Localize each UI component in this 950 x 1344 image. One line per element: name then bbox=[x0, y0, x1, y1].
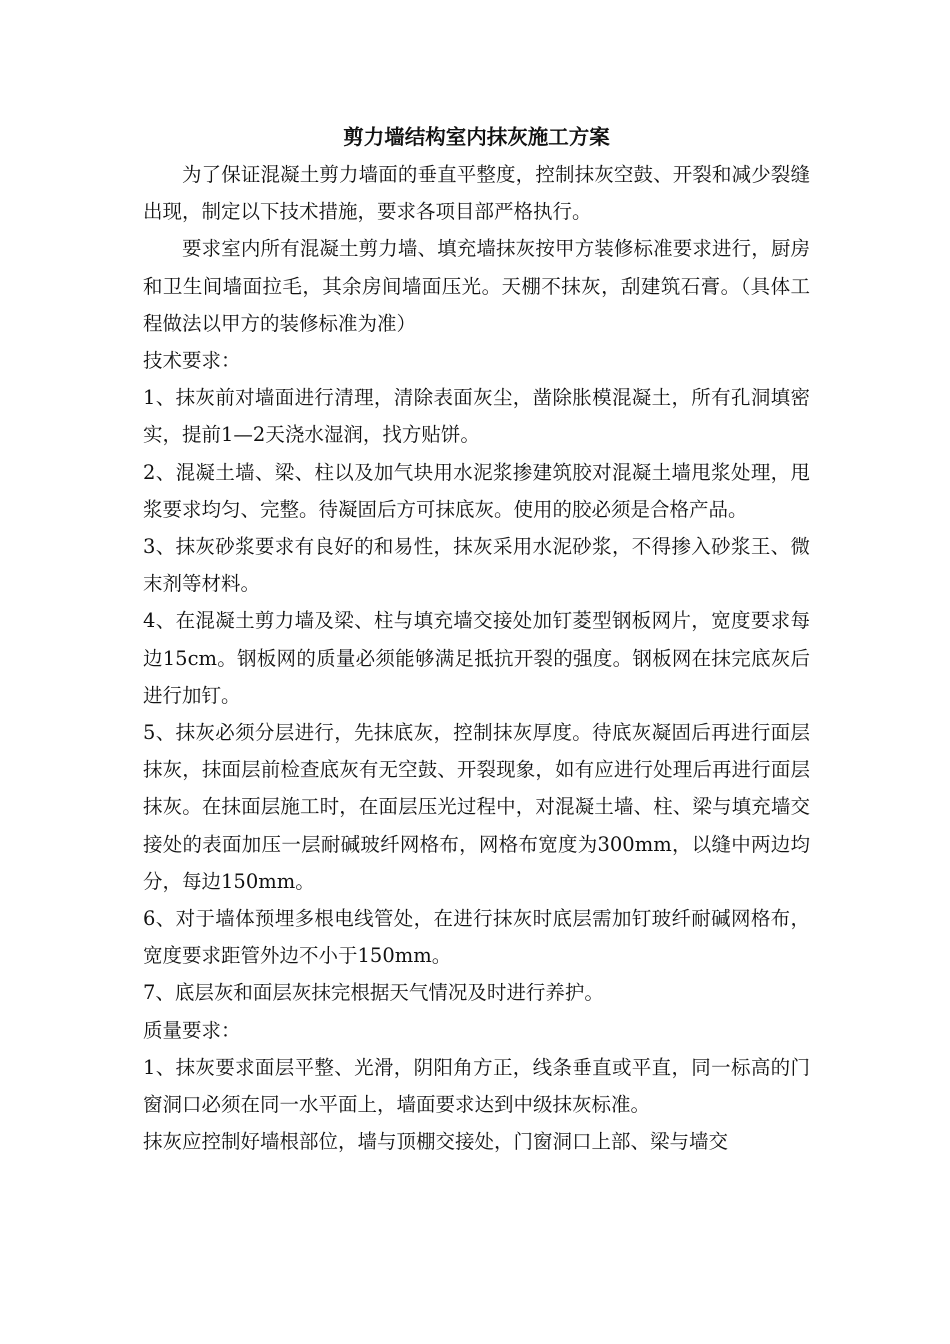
intro-paragraph-2: 要求室内所有混凝土剪力墙、填充墙抹灰按甲方装修标准要求进行，厨房和卫生间墙面拉毛，其余房间墙面压光。天棚不抹灰，刮建筑石膏。（具体工程做法以甲方的装修标准为准） bbox=[143, 237, 810, 335]
quality-requirements-heading: 质量要求： bbox=[143, 1018, 241, 1042]
document-page bbox=[143, 118, 810, 1160]
technical-requirements-heading: 技术要求： bbox=[143, 349, 241, 373]
quality-item-1: 1、抹灰要求面层平整、光滑，阴阳角方正，线条垂直或平直，同一标高的门窗洞口必须在同一水平面上，墙面要求达到中级抹灰标准。 bbox=[143, 1055, 810, 1117]
document-title: 剪力墙结构室内抹灰施工方案 bbox=[343, 125, 610, 149]
tech-item-5: 5、抹灰必须分层进行，先抹底灰，控制抹灰厚度。待底灰凝固后再进行面层抹灰，抹面层前检查底灰有无空鼓、开裂现象，如有应进行处理后再进行面层抹灰。在抹面层施工时，在面层压光过程中，对混凝土墙、柱、梁与填充墙交接处的表面加压一层耐碱玻纤网格布，网格布宽度为300mm，以缝中两边均分，每边150mm。 bbox=[143, 721, 810, 893]
tech-item-6: 6、对于墙体预埋多根电线管处，在进行抹灰时底层需加钉玻纤耐碱网格布，宽度要求距管外边不小于150mm。 bbox=[143, 907, 810, 968]
tech-item-3: 3、抹灰砂浆要求有良好的和易性，抹灰采用水泥砂浆，不得掺入砂浆王、微末剂等材料。 bbox=[143, 535, 810, 596]
tech-item-2: 2、混凝土墙、梁、柱以及加气块用水泥浆掺建筑胶对混凝土墙甩浆处理，甩浆要求均匀、完整。待凝固后方可抹底灰。使用的胶必须是合格产品。 bbox=[143, 460, 810, 521]
quality-item-2: 抹灰应控制好墙根部位，墙与顶棚交接处，门窗洞口上部、梁与墙交 bbox=[143, 1130, 729, 1154]
tech-item-4: 4、在混凝土剪力墙及梁、柱与填充墙交接处加钉菱型钢板网片，宽度要求每边15cm。钢板网的质量必须能够满足抵抗开裂的强度。钢板网在抹完底灰后进行加钉。 bbox=[143, 609, 810, 707]
tech-item-7: 7、底层灰和面层灰抹完根据天气情况及时进行养护。 bbox=[143, 981, 604, 1005]
intro-paragraph-1: 为了保证混凝土剪力墙面的垂直平整度，控制抹灰空鼓、开裂和减少裂缝出现，制定以下技术措施，要求各项目部严格执行。 bbox=[143, 163, 810, 224]
tech-item-1: 1、抹灰前对墙面进行清理，清除表面灰尘，凿除胀模混凝土，所有孔洞填密实，提前1—2天浇水湿润，找方贴饼。 bbox=[143, 386, 810, 447]
